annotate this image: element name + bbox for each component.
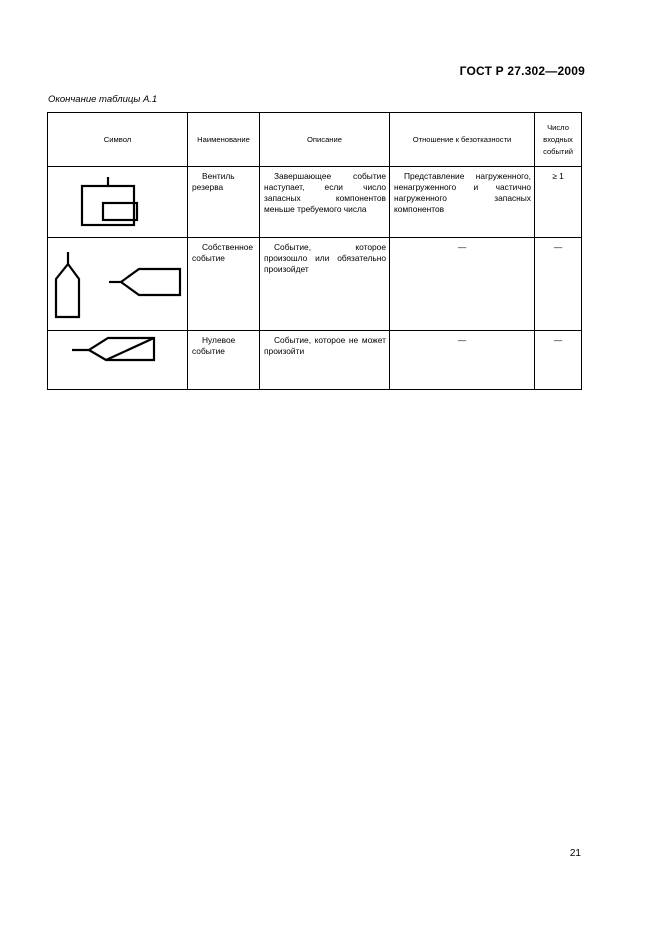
row-description: Событие, которое произошло или обязательно произойдет: [264, 242, 386, 274]
description-cell: [260, 238, 390, 331]
symbols-table: [47, 112, 582, 390]
row-reliability: Представление нагруженного, ненагруженного и частично нагруженного запасных компонентов: [394, 171, 531, 214]
description-cell: [260, 167, 390, 238]
inputs-cell: [535, 331, 582, 390]
table-row: [48, 238, 582, 331]
table-row: [48, 331, 582, 390]
row-inputs: —: [553, 242, 563, 252]
row-inputs: ≥ 1: [552, 171, 564, 181]
row-reliability: —: [457, 242, 467, 252]
inputs-cell: [535, 167, 582, 238]
document-code: ГОСТ Р 27.302—2009: [459, 64, 585, 78]
name-cell: [188, 331, 260, 390]
inputs-cell: [535, 238, 582, 331]
row-name: Собственное событие: [192, 242, 254, 263]
symbol-cell: [48, 331, 188, 390]
row-description: Завершающее событие наступает, если число запасных компонентов меньше требуемого числа: [264, 171, 386, 214]
symbol-cell: [48, 167, 188, 238]
table-header-row: [48, 113, 582, 167]
reserve-gate-icon: [48, 167, 188, 237]
row-description: Событие, которое не может произойти: [264, 335, 386, 356]
table-caption: Окончание таблицы А.1: [48, 94, 158, 105]
reliability-cell: [390, 238, 535, 331]
name-cell: [188, 167, 260, 238]
column-header-inputs-label: Число входных событий: [543, 122, 573, 156]
column-header-name: Наименование: [188, 113, 260, 167]
reliability-cell: [390, 167, 535, 238]
null-event-icon: [48, 331, 188, 389]
description-cell: [260, 331, 390, 390]
column-header-symbol: Символ: [48, 113, 188, 167]
table-row: [48, 167, 582, 238]
reliability-cell: [390, 331, 535, 390]
page-number: 21: [569, 848, 581, 859]
row-name: Вентиль резерва: [192, 171, 235, 192]
own-event-icon: [48, 238, 188, 330]
column-header-reliability: Отношение к безотказности: [390, 113, 535, 167]
row-name: Нулевое событие: [192, 335, 236, 356]
column-header-inputs: [535, 113, 582, 167]
name-cell: [188, 238, 260, 331]
symbol-cell: [48, 238, 188, 331]
row-reliability: —: [457, 335, 467, 345]
column-header-description: Описание: [260, 113, 390, 167]
row-inputs: —: [553, 335, 563, 345]
